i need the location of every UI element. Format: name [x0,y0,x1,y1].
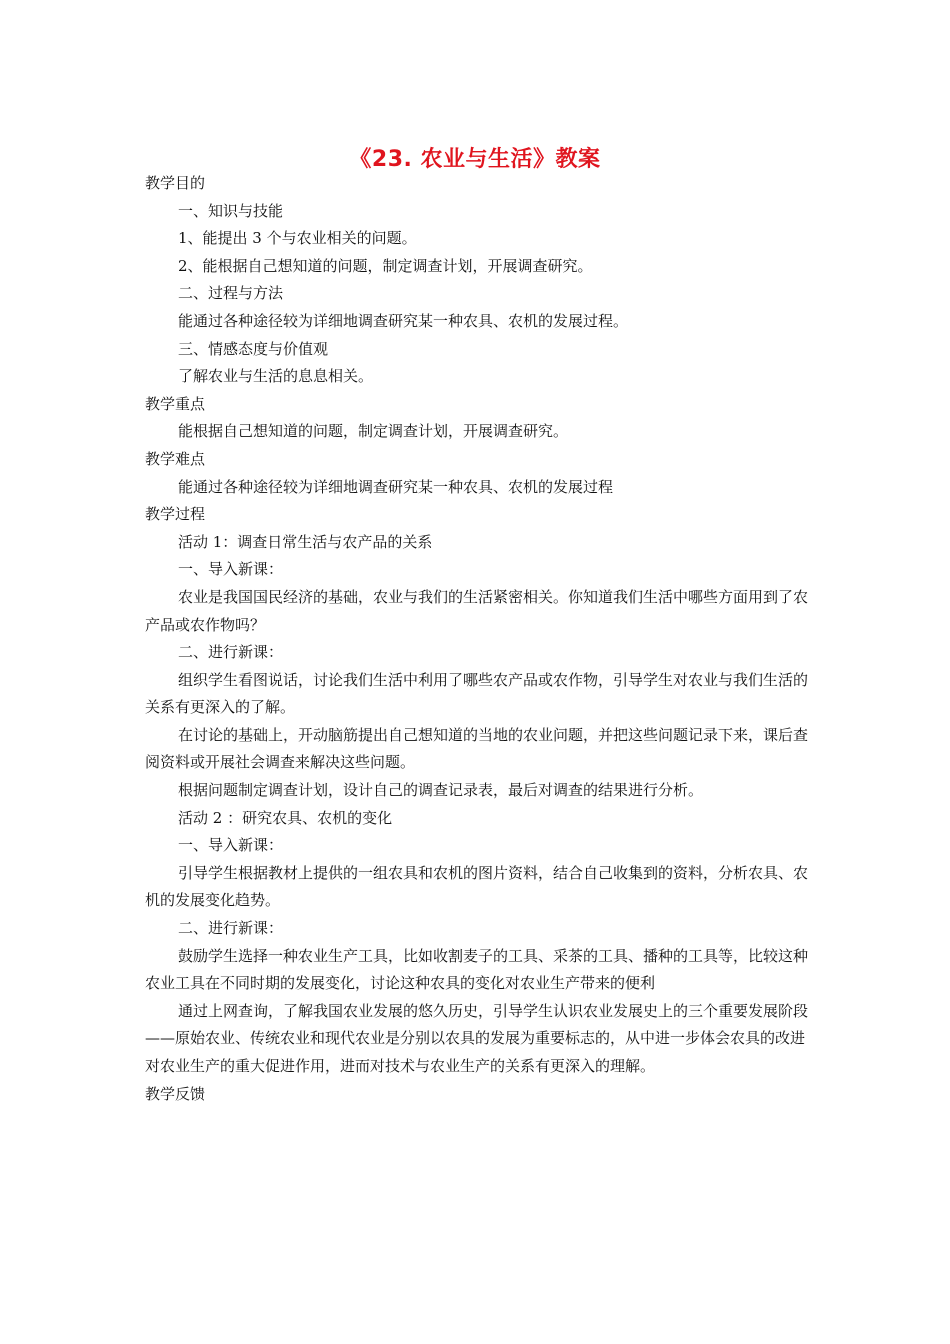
body-paragraph: 2、能根据自己想知道的问题，制定调查计划，开展调查研究。 [178,256,593,275]
section-heading: 教学重点 [145,394,206,413]
body-paragraph: 能根据自己想知道的问题，制定调查计划，开展调查研究。 [178,422,569,441]
section-heading: 教学目的 [145,174,206,192]
body-paragraph: 二、进行新课： [178,643,284,662]
body-paragraph: 在讨论的基础上，开动脑筋提出自己想知道的当地的农业问题，并把这些问题记录下来，课后查阅资料或开展社会调查来解决这些问题。 [145,725,809,772]
body-paragraph: 鼓励学生选择一种农业生产工具，比如收割麦子的工具、采茶的工具、播种的工具等，比较这种农业工具在不同时期的发展变化，讨论这种农具的变化对农业生产带来的便利 [145,946,809,993]
body-paragraph: 能通过各种途径较为详细地调查研究某一种农具、农机的发展过程。 [178,311,629,330]
body-paragraph: 一、导入新课： [178,836,284,855]
section-heading: 教学难点 [145,449,206,468]
body-paragraph: 根据问题制定调查计划，设计自己的调查记录表，最后对调查的结果进行分析。 [178,781,704,800]
body-paragraph: 通过上网查询，了解我国农业发展的悠久历史，引导学生认识农业发展史上的三个重要发展阶段——原始农业、传统农业和现代农业是分别以农具的发展为重要标志的，从中进一步体会农具的改进对农业生产的重大促进作用，进而对技术与农业生产的关系有更深入的理解。 [145,1001,809,1075]
body-paragraph: 活动 2 ：研究农具、农机的变化 [178,808,393,827]
body-paragraph: 1、能提出 3 个与农业相关的问题。 [178,229,417,248]
section-heading: 教学过程 [145,505,206,524]
body-paragraph: 一、导入新课： [178,560,284,579]
body-paragraph: 活动 1：调查日常生活与农产品的关系 [178,532,433,551]
body-paragraph: 能通过各种途径较为详细地调查研究某一种农具、农机的发展过程 [178,477,614,496]
document-body [145,170,810,1108]
document-title: 《23. 农业与生活》教案 [349,147,601,172]
section-heading: 教学反馈 [145,1084,206,1103]
body-paragraph: 三、情感态度与价值观 [178,339,329,358]
body-paragraph: 农业是我国国民经济的基础，农业与我们的生活紧密相关。你知道我们生活中哪些方面用到了农产品或农作物吗？ [145,587,809,634]
body-paragraph: 一、知识与技能 [178,201,284,220]
body-paragraph: 了解农业与生活的息息相关。 [178,367,374,386]
body-paragraph: 组织学生看图说话，讨论我们生活中利用了哪些农产品或农作物，引导学生对农业与我们生活的关系有更深入的了解。 [145,670,809,717]
body-paragraph: 二、过程与方法 [178,284,284,303]
body-paragraph: 二、进行新课： [178,919,284,938]
body-paragraph: 引导学生根据教材上提供的一组农具和农机的图片资料，结合自己收集到的资料，分析农具、农机的发展变化趋势。 [145,863,809,910]
